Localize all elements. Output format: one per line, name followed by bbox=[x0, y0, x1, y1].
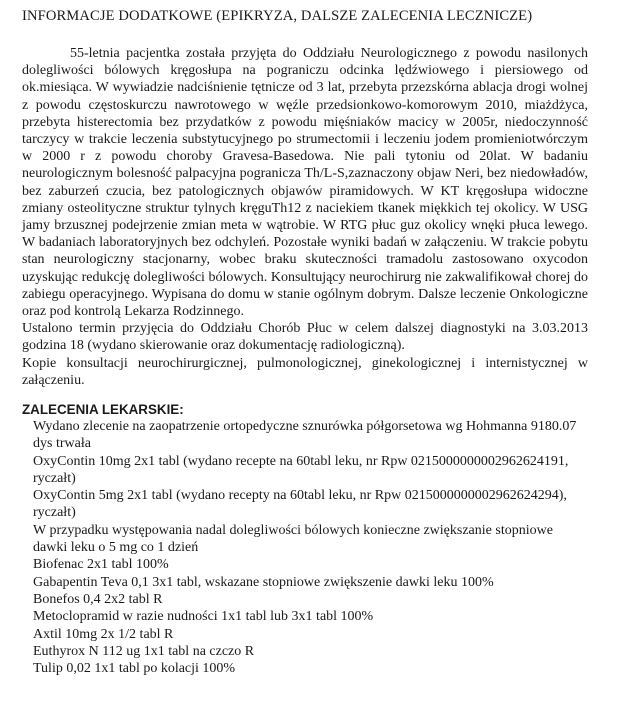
attachments-paragraph: Kopie konsultacji neurochirurgicznej, pulmonologicznej, ginekologicznej i internistycznej w załączeniu. bbox=[22, 355, 588, 388]
epicrisis-narrative bbox=[22, 45, 588, 389]
recommendation-item: Gabapentin Teva 0,1 3x1 tabl, wskazane stopniowe zwiększenie dawki leku 100% bbox=[33, 574, 494, 590]
epicrisis-paragraph: 55-letnia pacjentka została przyjęta do Oddziału Neurologicznego z powodu nasilonych dolegliwości bólowych kręgosłupa na pograniczu odcinka lędźwiowego i piersiowego od ok.miesiąca. W wywiadzie nadciśnienie tętnicze od 3 lat, przebyta przezskórna ablacja drogi wolnej z powodu częstoskurczu nawrotowego w węźle przedsionkowo-komorowym 2010, miażdżyca, przebyta histerectomia bez przydatków z powodu mięśniaków macicy w 2005r, niedoczynność tarczycy w trakcie leczenia substytucyjnego po strumectomii i leczeniu jodem promieniotwórczym w 2000 r z powodu choroby Gravesa-Basedowa. Nie pali tytoniu od 20lat. W badaniu neurologicznym bolesność palpacyjna pogranicza Th/L-S,zaznaczony objaw Neri, bez niedowładów, bez zaburzeń czucia, bez patologicznych objawów piramidowych. W KT kręgosłupa widoczne zmiany osteolityczne struktur tylnych kręguTh12 z naciekiem tkanek miękkich tej okolicy. W USG jamy brzusznej podejrzenie zmian meta w wątrobie. W RTG płuc guz okolicy wnęki płuca lewego. W badaniach laboratoryjnych bez odchyleń. Pozostałe wyniki badań w załączeniu. W trakcie pobytu stan neurologiczny stacjonarny, wobec braku skuteczności tramadolu zastosowano oxycodon uzyskując redukcję dolegliwości bólowych. Konsultujący neurochirurg nie zakwalifikował chorej do zabiegu operacyjnego. Wypisana do domu w stanie ogólnym dobrym. Dalsze leczenie Onkologiczne oraz pod kontrolą Lekarza Rodzinnego. bbox=[22, 46, 588, 320]
recommendation-item: Euthyrox N 112 ug 1x1 tabl na czczo R bbox=[33, 643, 255, 659]
admission-appointment-paragraph: Ustalono termin przyjęcia do Oddziału Chorób Płuc w celem dalszej diagnostyki na 3.03.2013 godzina 18 (wydano skierowanie oraz dokumentację radiologiczną). bbox=[22, 321, 588, 354]
recommendation-item: Axtil 10mg 2x 1/2 tabl R bbox=[33, 626, 174, 642]
recommendation-item: Bonefos 0,4 2x2 tabl R bbox=[33, 591, 163, 607]
recommendation-item: Tulip 0,02 1x1 tabl po kolacji 100% bbox=[33, 661, 236, 677]
recommendation-item: Metoclopramid w razie nudności 1x1 tabl lub 3x1 tabl 100% bbox=[33, 609, 374, 625]
recommendations-list bbox=[33, 418, 585, 677]
section-heading-additional-info: INFORMACJE DODATKOWE (EPIKRYZA, DALSZE ZALECENIA LECZNICZE) bbox=[22, 8, 533, 24]
recommendation-item: OxyContin 5mg 2x1 tabl (wydano recepty na 60tabl leku, nr Rpw 0215000000002962624294), ryczałt) bbox=[33, 488, 567, 521]
recommendation-item: OxyContin 10mg 2x1 tabl (wydano recepte na 60tabl leku, nr Rpw 0215000000002962624191, ryczałt) bbox=[33, 453, 569, 486]
recommendations-title: ZALECENIA LEKARSKIE: bbox=[22, 402, 184, 417]
recommendation-item: W przypadku występowania nadal dolegliwości bólowych konieczne zwiększanie stopniowe dawki leku o 5 mg co 1 dzień bbox=[33, 522, 553, 556]
recommendation-item: Biofenac 2x1 tabl 100% bbox=[33, 557, 169, 573]
recommendation-item: Wydano zlecenie na zaopatrzenie ortopedyczne sznurówka półgorsetowa wg Hohmanna 9180.07 dys trwała bbox=[33, 419, 577, 452]
